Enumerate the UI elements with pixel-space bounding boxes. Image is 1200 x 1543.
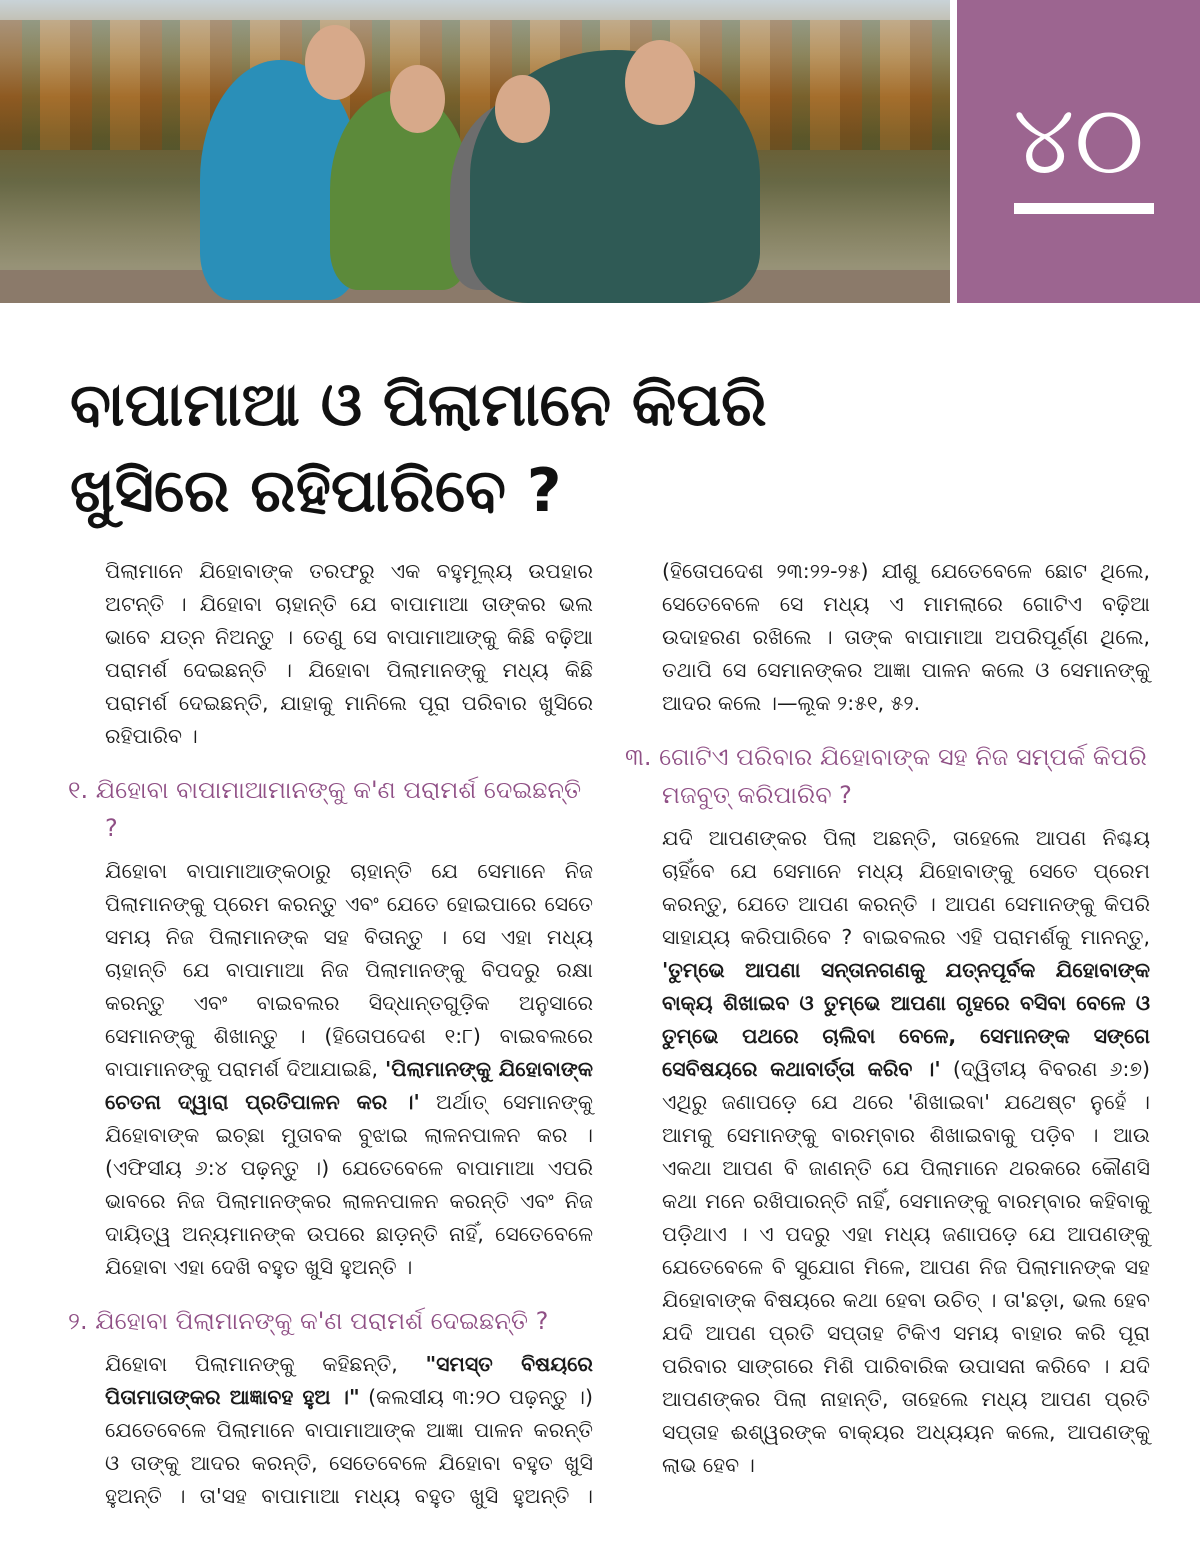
article-body [68, 555, 1150, 1515]
section-3-quote: 'ତୁମ୍ଭେ ଆପଣା ସନ୍ତାନଗଣକୁ ଯତ୍ନପୂର୍ବକ ଯିହୋବାଙ୍କ ବାକ୍ୟ ଶିଖାଇବ ଓ ତୁମ୍ଭେ ଆପଣା ଗୃହରେ ବସିବା ବେଳେ ଓ ତୁମ୍ଭେ ପଥରେ ଚାଲିବା ବେଳେ, ସେମାନଙ୍କ ସଙ୍ଗେ ସେବିଷୟରେ କଥାବାର୍ତ୍ତା କରିବ ।' [662, 958, 1150, 1081]
section-3-heading: ୩. ଗୋଟିଏ ପରିବାର ଯିହୋବାଙ୍କ ସହ ନିଜ ସମ୍ପର୍କ କିପରି ମଜବୁତ୍ କରିପାରିବ ? [625, 743, 1147, 809]
son-head [495, 75, 550, 143]
section-1-heading: ୧. ଯିହୋବା ବାପାମାଆମାନଙ୍କୁ କ'ଣ ପରାମର୍ଶ ଦେଇଛନ୍ତି ? [68, 776, 582, 842]
section-2-text-b: (କଲସୀୟ ୩:୨୦ ପଢ଼ନ୍ତୁ ।) ଯେତେବେଳେ ପିଲାମାନେ ବାପାମାଆଙ୍କ ଆଜ୍ଞା ପାଳନ କରନ୍ତି ଓ ତାଙ୍କୁ ଆଦର କରନ୍ତି, ସେତେବେଳେ ଯିହୋବା ବହୁତ ଖୁସି ହୁଅନ୍ତି । ତା'ସହ ବାପାମାଆ ମଧ୍ୟ ବହୁତ ଖୁସି ହୁଅନ୍ତି । (ହିତୋପଦେଶ ୨୩:୨୨-୨୫) ଯୀଶୁ ଯେତେବେଳେ ଛୋଟ ଥିଲେ, ସେତେବେଳେ ସେ ମଧ୍ୟ ଏ ମାମଲାରେ ଗୋଟିଏ ବଢ଼ିଆ ଉଦାହରଣ ରଖିଲେ । ତାଙ୍କ ବାପାମାଆ ଅପରିପୂର୍ଣ୍ଣ ଥିଲେ, ତଥାପି ସେ ସେମାନଙ୍କର ଆଜ୍ଞା ପାଳନ କଲେ ଓ ସେମାନଙ୍କୁ ଆଦର କଲେ ।—ଲୂକ ୨:୫୧, ୫୨. [105, 559, 1150, 1508]
daughter-head [390, 65, 445, 133]
family-photo [0, 0, 950, 303]
section-2-quote: "ସମସ୍ତ ବିଷୟରେ ପିତାମାତାଙ୍କର ଆଜ୍ଞାବହ ହୁଅ ।" [105, 1352, 593, 1409]
section-1-text-b: ଅର୍ଥାତ୍ ସେମାନଙ୍କୁ ଯିହୋବାଙ୍କ ଇଚ୍ଛା ମୁତାବକ ବୁଝାଇ ଲାଳନପାଳନ କର । (ଏଫିସୀୟ ୬:୪ ପଢ଼ନ୍ତୁ ।) ଯେତେବେଳେ ବାପାମାଆ ଏପରି ଭାବରେ ନିଜ ପିଲାମାନଙ୍କର ଲାଳନପାଳନ କରନ୍ତି ଏବଂ ନିଜ ଦାୟିତ୍ୱ ଅନ୍ୟମାନଙ୍କ ଉପରେ ଛାଡ଼ନ୍ତି ନାହିଁ, ସେତେବେଳେ ଯିହୋବା ଏହା ଦେଖି ବହୁତ ଖୁସି ହୁଅନ୍ତି । [105, 1090, 593, 1279]
intro-paragraph: ପିଲାମାନେ ଯିହୋବାଙ୍କ ତରଫରୁ ଏକ ବହୁମୂଲ୍ୟ ଉପହାର ଅଟନ୍ତି । ଯିହୋବା ଚାହାନ୍ତି ଯେ ବାପାମାଆ ତାଙ୍କର ଭଲ ଭାବେ ଯତ୍ନ ନିଅନ୍ତୁ । ତେଣୁ ସେ ବାପାମାଆଙ୍କୁ କିଛି ବଢ଼ିଆ ପରାମର୍ଶ ଦେଇଛନ୍ତି । ଯିହୋବା ପିଲାମାନଙ୍କୁ ମଧ୍ୟ କିଛି ପରାମର୍ଶ ଦେଇଛନ୍ତି, ଯାହାକୁ ମାନିଲେ ପୂରା ପରିବାର ଖୁସିରେ ରହିପାରିବ । [105, 559, 593, 748]
lesson-number: ୪୦ [1012, 84, 1145, 196]
lesson-number-badge [957, 0, 1200, 303]
section-1-quote: 'ପିଲାମାନଙ୍କୁ ଯିହୋବାଙ୍କ ଚେତନା ଦ୍ୱାରା ପ୍ରତିପାଳନ କର ।' [105, 1057, 593, 1114]
section-3-text-b: (ଦ୍ୱିତୀୟ ବିବରଣ ୬:୭) ଏଥିରୁ ଜଣାପଡ଼େ ଯେ ଥରେ 'ଶିଖାଇବା' ଯଥେଷ୍ଟ ନୁହେଁ । ଆମକୁ ସେମାନଙ୍କୁ ବାରମ୍ବାର ଶିଖାଇବାକୁ ପଡ଼ିବ । ଆଉ ଏକଥା ଆପଣ ବି ଜାଣନ୍ତି ଯେ ପିଲାମାନେ ଥରକରେ କୌଣସି କଥା ମନେ ରଖିପାରନ୍ତି ନାହିଁ, ସେମାନଙ୍କୁ ବାରମ୍ବାର କହିବାକୁ ପଡ଼ିଥାଏ । ଏ ପଦରୁ ଏହା ମଧ୍ୟ ଜଣାପଡ଼େ ଯେ ଆପଣଙ୍କୁ ଯେତେବେଳେ ବି ସୁଯୋଗ ମିଳେ, ଆପଣ ନିଜ ପିଲାମାନଙ୍କ ସହ ଯିହୋବାଙ୍କ ବିଷୟରେ କଥା ହେବା ଉଚିତ୍ । ତା'ଛଡ଼ା, ଭଲ ହେବ ଯଦି ଆପଣ ପ୍ରତି ସପ୍ତାହ ଟିକିଏ ସମୟ ବାହାର କରି ପୂରା ପରିବାର ସାଙ୍ଗରେ ମିଶି ପାରିବାରିକ ଉପାସନା କରିବେ । ଯଦି ଆପଣଙ୍କର ପିଲା ନାହାନ୍ତି, ତାହେଲେ ମଧ୍ୟ ଆପଣ ପ୍ରତି ସପ୍ତାହ ଈଶ୍ୱରଙ୍କ ବାକ୍ୟର ଅଧ୍ୟୟନ କଲେ, ଆପଣଙ୍କୁ ଲାଭ ହେବ । [662, 1057, 1151, 1477]
section-3-text-a: ଯଦି ଆପଣଙ୍କର ପିଲା ଅଛନ୍ତି, ତାହେଲେ ଆପଣ ନିଶ୍ଚୟ ଚାହିଁବେ ଯେ ସେମାନେ ମଧ୍ୟ ଯିହୋବାଙ୍କୁ ସେତେ ପ୍ରେମ କରନ୍ତୁ, ଯେତେ ଆପଣ କରନ୍ତି । ଆପଣ ସେମାନଙ୍କୁ କିପରି ସାହାଯ୍ୟ କରିପାରିବେ ? ବାଇବଲର ଏହି ପରାମର୍ଶକୁ ମାନନ୍ତୁ, [662, 826, 1150, 949]
badge-underline [1014, 203, 1154, 214]
section-1-text-a: ଯିହୋବା ବାପାମାଆଙ୍କଠାରୁ ଚାହାନ୍ତି ଯେ ସେମାନେ ନିଜ ପିଲାମାନଙ୍କୁ ପ୍ରେମ କରନ୍ତୁ ଏବଂ ଯେତେ ହୋଇପାରେ ସେତେ ସମୟ ନିଜ ପିଲାମାନଙ୍କ ସହ ବିତାନ୍ତୁ । ସେ ଏହା ମଧ୍ୟ ଚାହାନ୍ତି ଯେ ବାପାମାଆ ନିଜ ପିଲାମାନଙ୍କୁ ବିପଦରୁ ରକ୍ଷା କରନ୍ତୁ ଏବଂ ବାଇବଲର ସିଦ୍ଧାନ୍ତଗୁଡ଼ିକ ଅନୁସାରେ ସେମାନଙ୍କୁ ଶିଖାନ୍ତୁ । (ହିତୋପଦେଶ ୧:୮) ବାଇବଲରେ ବାପାମାନଙ୍କୁ ପରାମର୍ଶ ଦିଆଯାଇଛି, [105, 859, 593, 1081]
father-head [625, 40, 695, 125]
mother-head [305, 25, 365, 100]
page-title: ବାପାମାଆ ଓ ପିଲାମାନେ କିପରି ଖୁସିରେ ରହିପାରିବେ ? [70, 370, 767, 526]
section-1-paragraph [105, 855, 593, 1284]
section-2-heading: ୨. ଯିହୋବା ପିଲାମାନଙ୍କୁ କ'ଣ ପରାମର୍ଶ ଦେଇଛନ୍ତି ? [68, 1307, 549, 1335]
section-3-paragraph [662, 822, 1150, 1482]
section-2-text-a: ଯିହୋବା ପିଲାମାନଙ୍କୁ କହିଛନ୍ତି, [105, 1352, 426, 1376]
